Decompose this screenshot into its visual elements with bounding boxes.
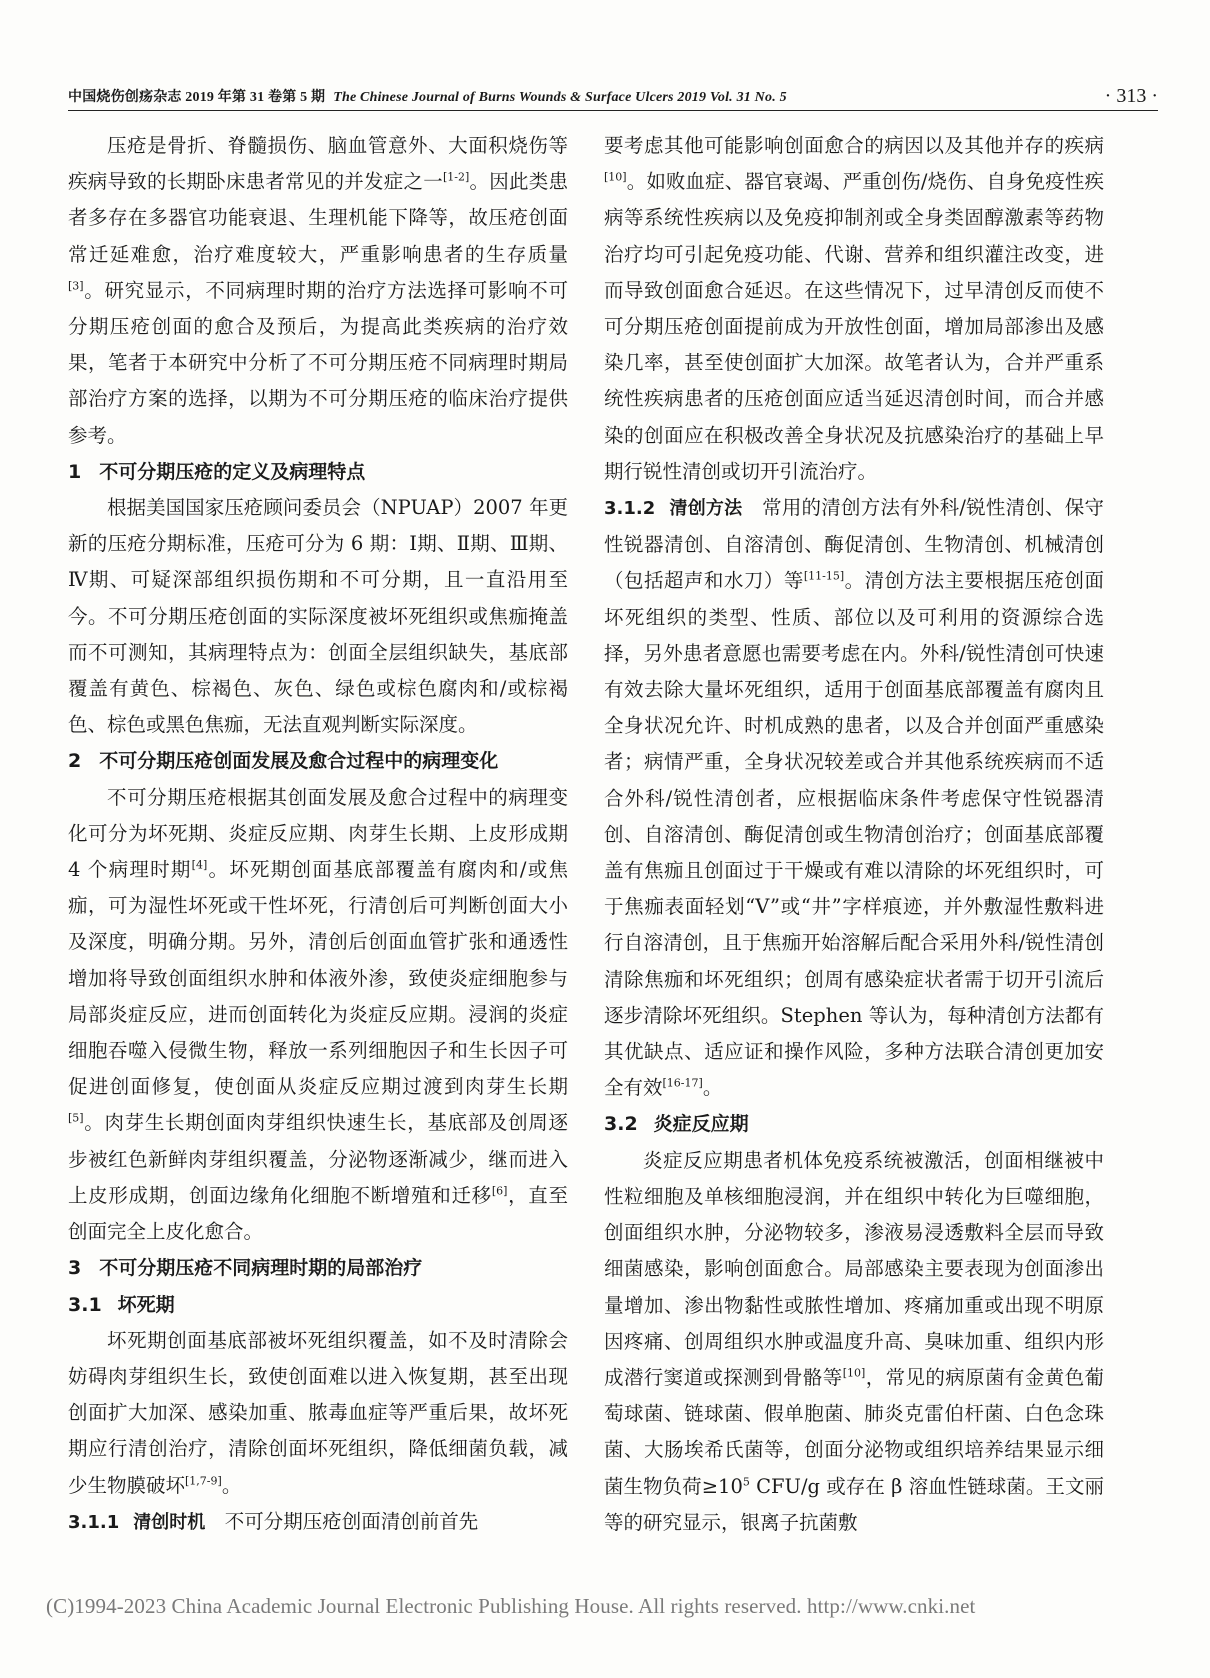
journal-citation <box>68 86 787 106</box>
section-1-paragraph: 根据美国国家压疮顾问委员会（NPUAP）2007 年更新的压疮分期标准，压疮可分为 6 期：Ⅰ期、Ⅱ期、Ⅲ期、Ⅳ期、可疑深部组织损伤期和不可分期，且一直沿用至今。不可分期压疮创面的实际深度被坏死组织或焦痂掩盖而不可测知，其病理特点为：创面全层组织缺失，基底部覆盖有黄色、棕褐色、灰色、绿色或棕色腐肉和/或棕褐色、棕色或黑色焦痂，无法直观判断实际深度。 <box>68 496 568 737</box>
left-column <box>68 128 568 1541</box>
page-number: · 313 · <box>1104 85 1158 107</box>
journal-name-en: The Chinese Journal of Burns Wounds & Surface Ulcers 2019 Vol. 31 No. 5 <box>333 90 787 105</box>
right-column <box>604 128 1104 1541</box>
journal-name-cn: 中国烧伤创疡杂志 2019 年第 31 卷第 5 期 <box>68 90 326 105</box>
section-3-1-2-heading: 3.1.2 清创方法 <box>604 498 743 520</box>
section-2-paragraph: 不可分期压疮根据其创面发展及愈合过程中的病理变化可分为坏死期、炎症反应期、肉芽生长期、上皮形成期 4 个病理时期[4]。坏死期创面基底部覆盖有腐肉和/或焦痂，可为湿性坏死或干性坏死，行清创后可判断创面大小及深度，明确分期。另外，清创后创面血管扩张和通透性增加将导致创面组织水肿和体液外渗，致使炎症细胞参与局部炎症反应，进而创面转化为炎症反应期。浸润的炎症细胞吞噬入侵微生物，释放一系列细胞因子和生长因子可促进创面修复，使创面从炎症反应期过渡到肉芽生长期[5]。肉芽生长期创面肉芽组织快速生长，基底部及创周逐步被红色新鲜肉芽组织覆盖，分泌物逐渐减少，继而进入上皮形成期，创面边缘角化细胞不断增殖和迁移[6]，直至创面完全上皮化愈合。 <box>68 785 568 1244</box>
section-1-heading: 1 不可分期压疮的定义及病理特点 <box>68 460 366 483</box>
section-2-heading: 2 不可分期压疮创面发展及愈合过程中的病理变化 <box>68 750 499 773</box>
section-3-1-1-start: 3.1.1 清创时机 不可分期压疮创面清创前首先 <box>68 1509 479 1533</box>
section-3-1-2-paragraph: 3.1.2 清创方法 常用的清创方法有外科/锐性清创、保守性锐器清创、自溶清创、酶促清创、生物清创、机械清创（包括超声和水刀）等[11-15]。清创方法主要根据压疮创面坏死组织的类型、性质、部位以及可利用的资源综合选择，另外患者意愿也需要考虑在内。外科/锐性清创可快速有效去除大量坏死组织，适用于创面基底部覆盖有腐肉且全身状况允许、时机成熟的患者，以及合并创面严重感染者；病情严重，全身状况较差或合并其他系统疾病而不适合外科/锐性清创者，应根据临床条件考虑保守性锐器清创、自溶清创、酶促清创或生物清创治疗；创面基底部覆盖有焦痂且创面过于干燥或有难以清除的坏死组织时，可于焦痂表面轻划“V”或“井”字样痕迹，并外敷湿性敷料进行自溶清创，且于焦痂开始溶解后配合采用外科/锐性清创清除焦痂和坏死组织；创周有感染症状者需于切开引流后逐步清除坏死组织。Stephen 等认为，每种清创方法都有其优缺点、适应证和操作风险，多种方法联合清创更加安全有效[16-17]。 <box>604 496 1104 1100</box>
copyright-footer: (C)1994-2023 China Academic Journal Electronic Publishing House. All rights reserved. http://www.cnki.net <box>46 1594 976 1618</box>
section-3-1-heading: 3.1 坏死期 <box>68 1293 175 1316</box>
section-3-heading: 3 不可分期压疮不同病理时期的局部治疗 <box>68 1257 423 1280</box>
section-3-2-heading: 3.2 炎症反应期 <box>604 1113 749 1136</box>
section-3-1-paragraph: 坏死期创面基底部被坏死组织覆盖，如不及时清除会妨碍肉芽组织生长，致使创面难以进入恢复期，甚至出现创面扩大加深、感染加重、脓毒血症等严重后果，故坏死期应行清创治疗，清除创面坏死组织，降低细菌负载，减少生物膜破坏[1,7-9]。 <box>68 1328 568 1497</box>
section-3-1-1-heading: 3.1.1 清创时机 <box>68 1511 206 1533</box>
running-header <box>68 80 1158 111</box>
section-3-1-1-paragraph: 要考虑其他可能影响创面愈合的病因以及其他并存的疾病[10]。如败血症、器官衰竭、严重创伤/烧伤、自身免疫性疾病等系统性疾病以及免疫抑制剂或全身类固醇激素等药物治疗均可引起免疫功能、代谢、营养和组织灌注改变，进而导致创面愈合延迟。在这些情况下，过早清创反而使不可分期压疮创面提前成为开放性创面，增加局部渗出及感染几率，甚至使创面扩大加深。故笔者认为，合并严重系统性疾病患者的压疮创面应适当延迟清创时间，而合并感染的创面应在积极改善全身状况及抗感染治疗的基础上早期行锐性清创或切开引流治疗。 <box>604 134 1104 483</box>
intro-paragraph: 压疮是骨折、脊髓损伤、脑血管意外、大面积烧伤等疾病导致的长期卧床患者常见的并发症之一[1-2]。因此类患者多存在多器官功能衰退、生理机能下降等，故压疮创面常迁延难愈，治疗难度较大，严重影响患者的生存质量[3]。研究显示，不同病理时期的治疗方法选择可影响不可分期压疮创面的愈合及预后，为提高此类疾病的治疗效果，笔者于本研究中分析了不可分期压疮不同病理时期局部治疗方案的选择，以期为不可分期压疮的临床治疗提供参考。 <box>68 134 568 447</box>
section-3-2-paragraph: 炎症反应期患者机体免疫系统被激活，创面相继被中性粒细胞及单核细胞浸润，并在组织中转化为巨噬细胞，创面组织水肿，分泌物较多，渗液易浸透敷料全层而导致细菌感染，影响创面愈合。局部感染主要表现为创面渗出量增加、渗出物黏性或脓性增加、疼痛加重或出现不明原因疼痛、创周组织水肿或温度升高、臭味加重、组织内形成潜行窦道或探测到骨骼等[10]，常见的病原菌有金黄色葡萄球菌、链球菌、假单胞菌、肺炎克雷伯杆菌、白色念珠菌、大肠埃希氏菌等，创面分泌物或组织培养结果显示细菌生物负荷$\ge 10^5$ CFU/g 或存在 β 溶血性链球菌。王文丽等的研究显示，银离子抗菌敷 <box>604 1148 1104 1534</box>
